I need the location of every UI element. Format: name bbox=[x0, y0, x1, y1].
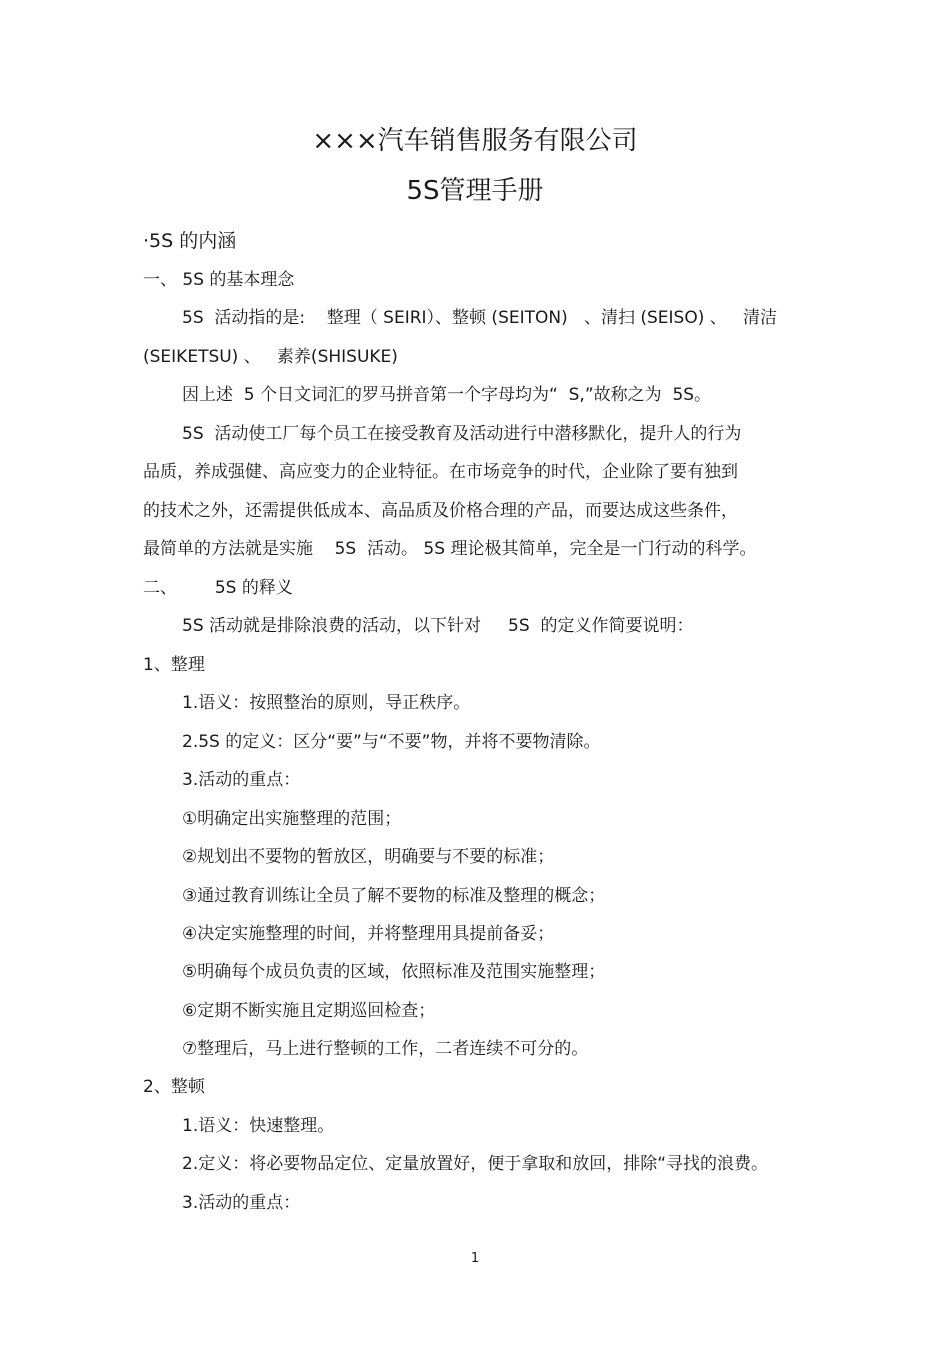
paragraph-line: (SEIKETSU) 、 素养(SHISUKE) bbox=[143, 347, 398, 367]
list-item: ④决定实施整理的时间，并将整理用具提前备妥； bbox=[182, 924, 555, 944]
paragraph-line: 最简单的方法就是实施 5S 活动。 5S 理论极其简单，完全是一门行动的科学。 bbox=[143, 539, 757, 559]
page-number: 1 bbox=[470, 1251, 480, 1266]
paragraph-line: 品质，养成强健、高应变力的企业特征。在市场竞争的时代，企业除了要有独到 bbox=[143, 462, 738, 482]
subsection-heading: 一、 5S 的基本理念 bbox=[143, 270, 295, 290]
list-item: ①明确定出实施整理的范围； bbox=[182, 809, 402, 829]
paragraph-line: 5S 活动使工厂每个员工在接受教育及活动进行中潜移默化，提升人的行为 bbox=[182, 424, 742, 444]
item-heading: 2、整顿 bbox=[143, 1077, 205, 1097]
item-heading: 1、整理 bbox=[143, 655, 205, 675]
paragraph-line: 因上述 5 个日文词汇的罗马拼音第一个字母均为“ S,”故称之为 5S。 bbox=[182, 385, 712, 405]
paragraph-line: 5S 活动指的是: 整理（ SEIRI）、整顿 (SEITON) 、清扫 (SEISO) 、 清洁 bbox=[182, 308, 777, 328]
paragraph-line: 5S 活动就是排除浪费的活动，以下针对 5S 的定义作简要说明： bbox=[182, 616, 694, 636]
list-item: ⑦整理后，马上进行整顿的工作，二者连续不可分的。 bbox=[182, 1039, 589, 1059]
paragraph-line: 的技术之外，还需提供低成本、高品质及价格合理的产品，而要达成这些条件， bbox=[143, 501, 738, 521]
list-item: ②规划出不要物的暂放区，明确要与不要的标准； bbox=[182, 847, 555, 867]
list-item: ⑥定期不断实施且定期巡回检查； bbox=[182, 1001, 436, 1021]
list-item: 1.语义：按照整治的原则，导正秩序。 bbox=[182, 693, 471, 713]
subsection-heading: 二、 5S 的释义 bbox=[143, 578, 293, 598]
list-item: ⑤明确每个成员负责的区域，依照标准及范围实施整理； bbox=[182, 962, 606, 982]
list-item: ③通过教育训练让全员了解不要物的标准及整理的概念； bbox=[182, 886, 606, 906]
document-title: ×××汽车销售服务有限公司 bbox=[312, 126, 638, 156]
list-item: 2.定义：将必要物品定位、定量放置好，便于拿取和放回，排除“寻找的浪费。 bbox=[182, 1154, 769, 1174]
list-item: 2.5S 的定义：区分“要”与“不要”物，并将不要物清除。 bbox=[182, 732, 601, 752]
list-item: 3.活动的重点： bbox=[182, 1193, 301, 1213]
section-heading: ·5S 的内涵 bbox=[143, 230, 237, 252]
document-subtitle: 5S管理手册 bbox=[406, 176, 544, 206]
list-item: 3.活动的重点： bbox=[182, 770, 301, 790]
list-item: 1.语义：快速整理。 bbox=[182, 1116, 335, 1136]
